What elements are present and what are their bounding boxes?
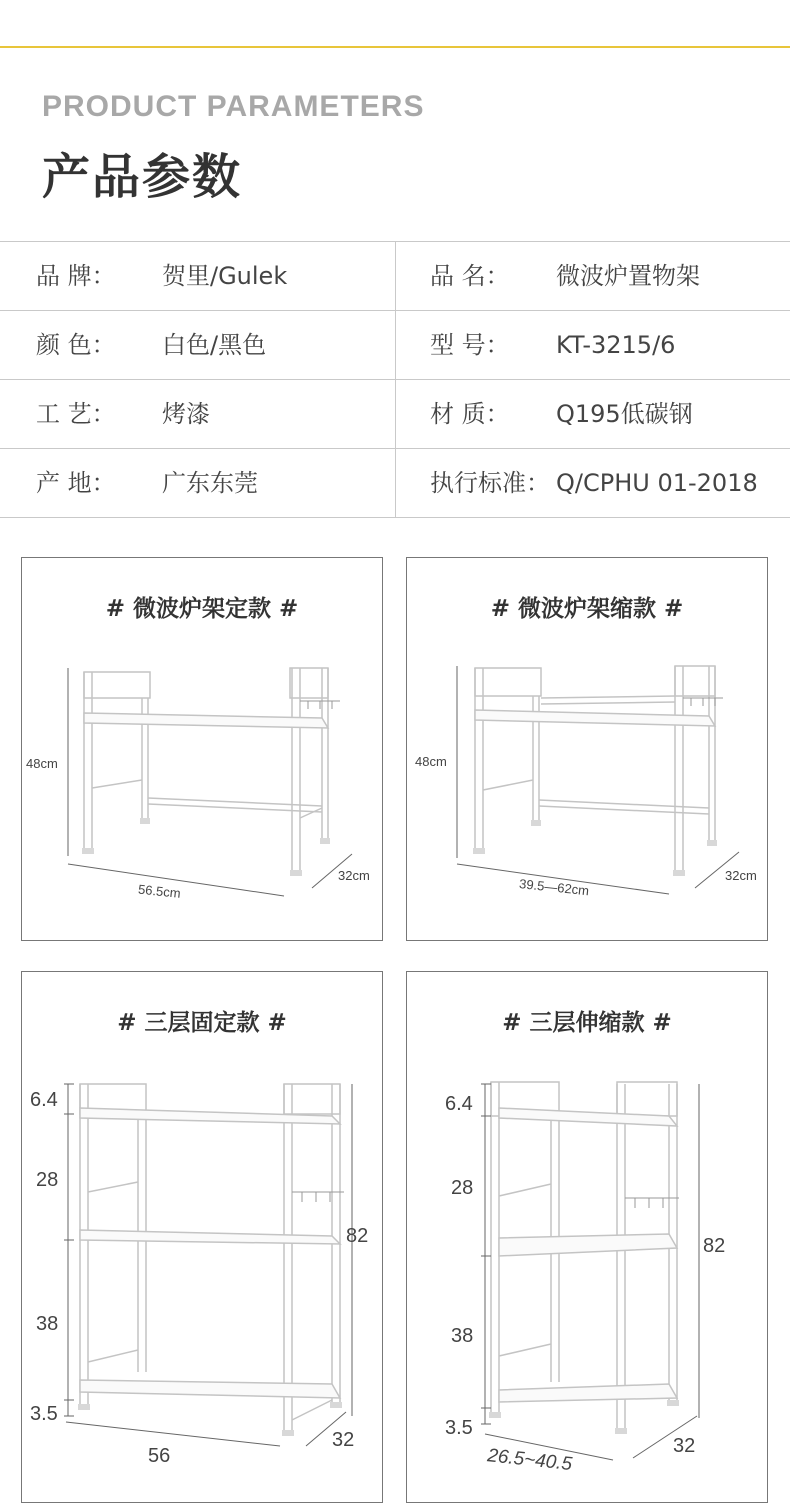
lower-tier-label: 38	[36, 1313, 59, 1335]
dimension-lines	[68, 668, 352, 896]
param-cell	[36, 380, 210, 448]
top-gap-label: 6.4	[30, 1089, 58, 1111]
rack-frame	[80, 1084, 340, 1430]
upper-tier-label: 28	[36, 1169, 59, 1191]
depth-label: 32cm	[725, 868, 757, 883]
rack-feet	[78, 1402, 342, 1436]
param-key: 产 地：	[36, 469, 116, 497]
depth-label: 32	[673, 1435, 696, 1457]
param-row	[0, 242, 790, 311]
total-height-label: 82	[346, 1225, 369, 1247]
param-row	[0, 449, 790, 518]
lower-tier-label: 38	[451, 1325, 474, 1347]
param-key: 颜 色：	[36, 331, 116, 359]
param-key: 执行标准：	[430, 469, 550, 497]
panel-title: # 微波炉架缩款 #	[490, 596, 684, 622]
height-label: 48cm	[26, 756, 58, 771]
param-key: 材 质：	[430, 400, 510, 428]
hooks	[625, 1198, 679, 1208]
total-height-label: 82	[703, 1235, 726, 1257]
depth-label: 32	[332, 1429, 355, 1451]
product-panel-fixed-rack	[21, 557, 383, 941]
hooks	[683, 698, 723, 706]
section-title-en: PRODUCT PARAMETERS	[42, 90, 425, 123]
width-label: 56	[148, 1445, 171, 1467]
param-value: 烤漆	[162, 400, 210, 428]
param-value: 广东东莞	[162, 469, 258, 497]
rack-feet	[82, 818, 330, 876]
param-value: 贺里/Gulek	[162, 262, 288, 290]
rack-illustration	[407, 972, 767, 1502]
bottom-gap-label: 3.5	[30, 1403, 58, 1425]
column-divider	[395, 449, 396, 517]
param-key: 型 号：	[430, 331, 510, 359]
parameters-table	[0, 241, 790, 517]
param-cell	[430, 242, 700, 310]
dimension-lines	[457, 666, 739, 894]
column-divider	[395, 311, 396, 379]
param-cell	[430, 449, 758, 517]
param-cell	[36, 311, 266, 379]
param-value: Q195低碳钢	[556, 400, 693, 428]
upper-tier-label: 28	[451, 1177, 474, 1199]
param-value: 白色/黑色	[162, 331, 267, 359]
param-cell	[430, 311, 675, 379]
panel-title: # 三层固定款 #	[117, 1010, 287, 1036]
width-label: 26.5~40.5	[486, 1445, 574, 1476]
panel-title: # 三层伸缩款 #	[502, 1010, 672, 1036]
depth-label: 32cm	[338, 868, 370, 883]
rack-illustration	[22, 972, 382, 1502]
bottom-gap-label: 3.5	[445, 1417, 473, 1439]
rack-feet	[473, 820, 717, 876]
param-key: 品 名：	[430, 262, 510, 290]
column-divider	[395, 242, 396, 310]
rack-frame	[491, 1082, 677, 1428]
param-value: KT-3215/6	[556, 331, 676, 359]
param-cell	[36, 242, 287, 310]
width-label: 56.5cm	[137, 881, 182, 901]
param-cell	[430, 380, 693, 448]
top-accent-line	[0, 46, 790, 48]
param-key: 品 牌：	[36, 262, 116, 290]
param-cell	[36, 449, 258, 517]
top-gap-label: 6.4	[445, 1093, 473, 1115]
rack-frame	[84, 668, 328, 870]
product-panel-adjustable-rack	[406, 557, 768, 941]
rack-frame	[475, 666, 715, 870]
param-value: 微波炉置物架	[556, 262, 700, 290]
param-row	[0, 380, 790, 449]
rack-feet	[489, 1400, 679, 1434]
rack-illustration	[407, 558, 767, 940]
section-title-cn: 产品参数	[42, 149, 243, 205]
rack-illustration	[22, 558, 382, 940]
dimension-lines	[481, 1084, 699, 1460]
product-panel-three-tier-adjustable	[406, 971, 768, 1503]
height-label: 48cm	[415, 754, 447, 769]
product-panel-three-tier-fixed	[21, 971, 383, 1503]
param-key: 工 艺：	[36, 400, 116, 428]
column-divider	[395, 380, 396, 448]
param-row	[0, 311, 790, 380]
panel-title: # 微波炉架定款 #	[105, 596, 299, 622]
param-value: Q/CPHU 01-2018	[556, 469, 758, 497]
hooks	[292, 1192, 344, 1202]
hooks	[300, 701, 340, 709]
width-label: 39.5—62cm	[518, 876, 590, 899]
